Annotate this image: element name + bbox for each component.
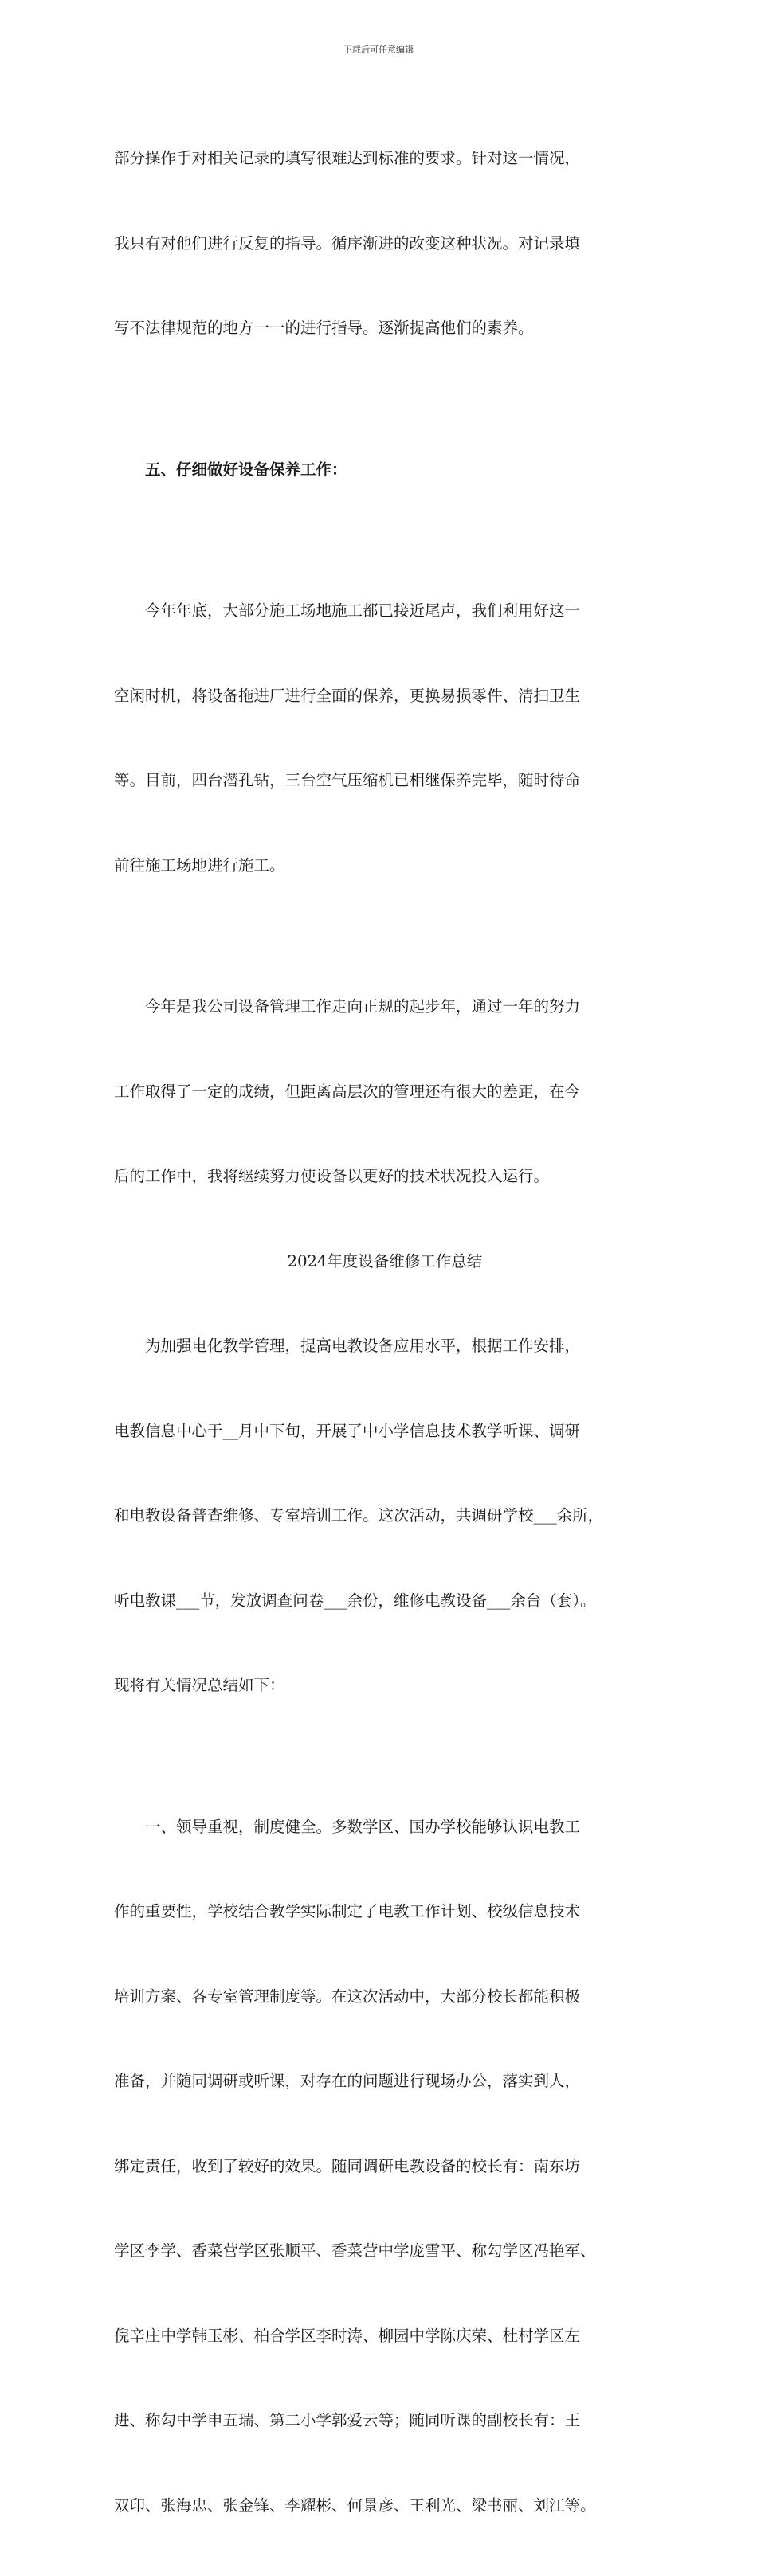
text-line: 作的重要性，学校结合教学实际制定了电教工作计划、校级信息技术 [114, 1897, 656, 1926]
text-line: 绑定责任，收到了较好的效果。随同调研电教设备的校长有：南东坊 [114, 2152, 656, 2181]
text-line: 部分操作手对相关记录的填写很难达到标准的要求。针对这一情况， [114, 144, 656, 173]
paragraph-maintenance [114, 540, 656, 936]
text-line: 等。目前，四台潜孔钻，三台空气压缩机已相继保养完毕，随时待命 [114, 766, 656, 795]
paragraph-records [114, 88, 656, 399]
text-line: 我只有对他们进行反复的指导。循序渐进的改变这种状况。对记录填 [114, 229, 656, 258]
document-body [114, 88, 656, 2576]
paragraph-intro [114, 1275, 656, 1756]
text-line: 电教信息中心于__月中下旬，开展了中小学信息技术教学听课、调研 [114, 1417, 656, 1446]
paragraph-leadership [114, 1756, 656, 2576]
text-line: 今年年底，大部分施工场地施工都已接近尾声，我们利用好这一 [114, 597, 656, 625]
text-line: 和电教设备普查维修、专室培训工作。这次活动，共调研学校___余所， [114, 1501, 656, 1530]
text-line: 倪辛庄中学韩玉彬、柏合学区李时涛、柳园中学陈庆荣、杜村学区左 [114, 2322, 656, 2351]
text-line: 为加强电化教学管理，提高电教设备应用水平，根据工作安排， [114, 1332, 656, 1360]
text-line: 后的工作中，我将继续努力使设备以更好的技术状况投入运行。 [114, 1162, 656, 1191]
text-line: 培训方案、各专室管理制度等。在这次活动中，大部分校长都能积极 [114, 1983, 656, 2011]
text-line: 进、称勾中学申五瑞、第二小学郭爱云等；随同听课的副校长有：王 [114, 2406, 656, 2435]
text-line: 准备，并随同调研或听课，对存在的问题进行现场办公，落实到人， [114, 2067, 656, 2096]
heading-text: 五、仔细做好设备保养工作： [114, 456, 656, 484]
text-line: 空闲时机，将设备拖进厂进行全面的保养，更换易损零件、清扫卫生 [114, 682, 656, 711]
text-line: 今年是我公司设备管理工作走向正规的起步年，通过一年的努力 [114, 992, 656, 1021]
text-line: 听电教课___节，发放调查问卷___余份，维修电教设备___余台（套）。 [114, 1587, 656, 1615]
text-line: 前往施工场地进行施工。 [114, 851, 656, 880]
paragraph-conclusion [114, 936, 656, 1247]
text-line: 一、领导重视，制度健全。多数学区、国办学校能够认识电教工 [114, 1813, 656, 1842]
page-header-note: 下载后可任意编辑 [0, 43, 757, 56]
text-line: 现将有关情况总结如下： [114, 1671, 656, 1700]
text-line: 工作取得了一定的成绩，但距离高层次的管理还有很大的差距，在今 [114, 1078, 656, 1106]
text-line: 双印、张海忠、张金锋、李耀彬、何景彦、王利光、梁书丽、刘江等。 [114, 2492, 656, 2520]
text-line: 学区李学、香菜营学区张顺平、香菜营中学庞雪平、称勾学区冯艳军、 [114, 2237, 656, 2265]
text-line: 写不法律规范的地方一一的进行指导。逐渐提高他们的素养。 [114, 314, 656, 343]
section-heading-maintenance [114, 399, 656, 541]
document-title: 2024年度设备维修工作总结 [114, 1247, 656, 1276]
